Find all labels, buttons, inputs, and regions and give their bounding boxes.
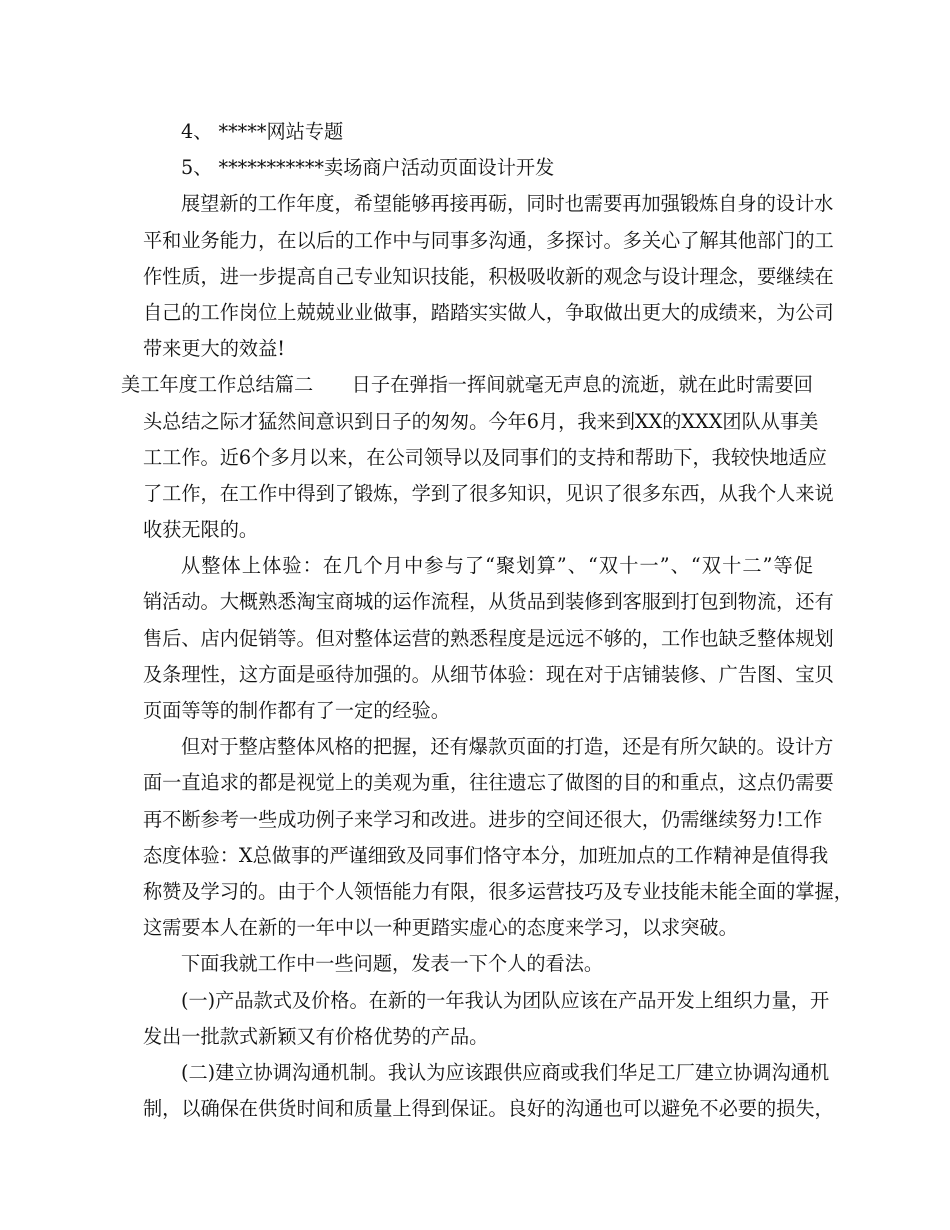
paragraph-line: 态度体验：X总做事的严谨细致及同事们恪守本分，加班加点的工作精神是值得我 xyxy=(143,843,829,867)
paragraph-line: 作性质，进一步提高自己专业知识技能，积极吸收新的观念与设计理念，要继续在 xyxy=(143,264,834,288)
paragraph-line: (一)产品款式及价格。在新的一年我认为团队应该在产品开发上组织力量，开 xyxy=(181,988,830,1012)
paragraph-line: 发出一批款式新颖又有价格优势的产品。 xyxy=(143,1024,489,1048)
paragraph-line: 及条理性，这方面是亟待加强的。从细节体验：现在对于店铺装修、广告图、宝贝 xyxy=(143,662,834,686)
paragraph-line: 工工作。近6个多月以来，在公司领导以及同事们的支持和帮助下，我较快地适应 xyxy=(143,445,827,469)
paragraph-line: 了工作，在工作中得到了锻炼，学到了很多知识，见识了很多东西，从我个人来说 xyxy=(143,481,834,505)
paragraph-line: 制，以确保在供货时间和质量上得到保证。良好的沟通也可以避免不必要的损失， xyxy=(143,1097,834,1121)
list-item-4: 4、 *****网站专题 xyxy=(181,120,344,143)
paragraph-line: 收获无限的。 xyxy=(143,518,259,542)
paragraph-line: 再不断参考一些成功例子来学习和改进。进步的空间还很大，仍需继续努力!工作 xyxy=(143,807,823,831)
paragraph-line: (二)建立协调沟通机制。我认为应该跟供应商或我们华足工厂建立协调沟通机 xyxy=(181,1060,830,1084)
paragraph-line: 从整体上体验：在几个月中参与了“聚划算”、“双十一”、“双十二”等促 xyxy=(181,554,813,578)
paragraph-line: 售后、店内促销等。但对整体运营的熟悉程度是远远不够的，工作也缺乏整体规划 xyxy=(143,626,834,650)
paragraph-line: 页面等等的制作都有了一定的经验。 xyxy=(143,699,450,722)
paragraph-line: 但对于整店整体风格的把握，还有爆款页面的打造，还是有所欠缺的。设计方 xyxy=(181,735,834,759)
paragraph-line: 展望新的工作年度，希望能够再接再砺，同时也需要再加强锻炼自身的设计水 xyxy=(181,192,834,216)
paragraph-line: 自己的工作岗位上兢兢业业做事，踏踏实实做人，争取做出更大的成绩来，为公司 xyxy=(143,300,834,324)
document-body xyxy=(121,114,853,1127)
paragraph-line: 平和业务能力，在以后的工作中与同事多沟通，多探讨。多关心了解其他部门的工 xyxy=(143,228,834,252)
paragraph-line: 称赞及学习的。由于个人领悟能力有限，很多运营技巧及专业技能未能全面的掌握， xyxy=(143,879,853,903)
list-item-5: 5、 ***********卖场商户活动页面设计开发 xyxy=(181,156,555,180)
paragraph-line: 头总结之际才猛然间意识到日子的匆匆。今年6月，我来到XX的XXX团队从事美 xyxy=(143,409,819,433)
paragraph-line: 面一直追求的都是视觉上的美观为重，往往遗忘了做图的目的和重点，这点仍需要 xyxy=(143,771,834,795)
paragraph-line: 下面我就工作中一些问题，发表一下个人的看法。 xyxy=(181,952,604,976)
section-heading-line: 美工年度工作总结篇二 日子在弹指一挥间就毫无声息的流逝，就在此时需要回 xyxy=(121,373,813,397)
paragraph-line: 销活动。大概熟悉淘宝商城的运作流程，从货品到装修到客服到打包到物流，还有 xyxy=(143,590,834,614)
paragraph-line: 带来更大的效益! xyxy=(143,337,286,361)
paragraph-line: 这需要本人在新的一年中以一种更踏实虚心的态度来学习，以求突破。 xyxy=(143,916,738,940)
